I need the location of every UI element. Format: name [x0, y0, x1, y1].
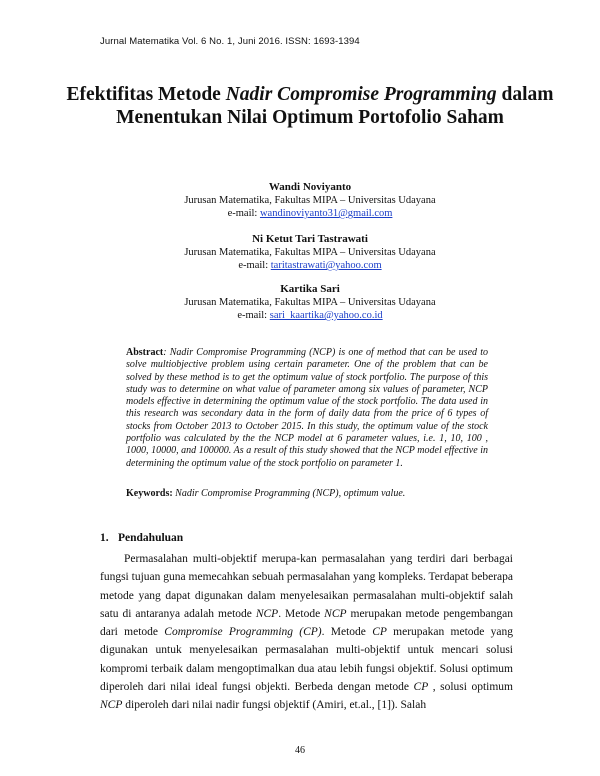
author-affiliation: Jurusan Matematika, Fakultas MIPA – Universitas Udayana [184, 297, 436, 308]
section-body [100, 550, 513, 715]
author-name: Kartika Sari [280, 283, 340, 295]
section-title: Pendahuluan [118, 532, 184, 544]
running-head: Jurnal Matematika Vol. 6 No. 1, Juni 2016. ISSN: 1693-1394 [100, 36, 360, 47]
keywords-text: Nadir Compromise Programming (NCP), optimum value. [172, 488, 406, 499]
author-name: Wandi Noviyanto [268, 181, 352, 193]
term-ncp: NCP [255, 607, 279, 620]
abstract-label: Abstract [126, 347, 164, 358]
author-affiliation: Jurusan Matematika, Fakultas MIPA – Universitas Udayana [184, 195, 436, 206]
author-affiliation: Jurusan Matematika, Fakultas MIPA – Universitas Udayana [184, 247, 436, 258]
author-email-line [60, 259, 560, 272]
email-label: e-mail: [227, 208, 260, 219]
abstract-text: : Nadir Compromise Programming (NCP) is one of method that can be used to solve multiobjective problem using certain parameter. One of the problem that can be solved by these method is to get the optimum value of stock portfolio. The purpose of this study was to determine on what value of parameter among six values of parameter, NCP models effective in determining the optimum value of the stock portfolio. The data used in this research was secondary data in the form of daily data from the price of 6 types of stocks from October 2013 to October 2015. In this study, the optimum value of the stock portfolio was calculated by the the NCP model at 6 parameter values, i.e. 1, 10, 100 , 1000, 10000, and 100000. As a result of this study showed that the NCP model effective in determining the optimum value of the stock portfolio on parameter 1. [126, 347, 488, 469]
term-ncp: NCP [324, 607, 347, 620]
keywords [126, 488, 488, 499]
page-number: 46 [295, 745, 305, 756]
author-email-link[interactable]: taritastrawati@yahoo.com [270, 260, 382, 271]
author-name: Ni Ketut Tari Tastrawati [252, 233, 368, 245]
keywords-label: Keywords: [126, 488, 173, 499]
term-cp: CP [413, 681, 429, 694]
term-cp-full: Compromise Programming (CP) [164, 626, 322, 639]
section-heading [100, 532, 183, 544]
email-label: e-mail: [237, 310, 270, 321]
abstract [126, 347, 488, 470]
title-part-1: Efektifitas Metode [66, 84, 226, 105]
author-email-link[interactable]: wandinoviyanto31@gmail.com [259, 208, 393, 219]
term-cp: CP [372, 626, 387, 639]
term-ncp: NCP [100, 699, 123, 712]
author-block-2 [60, 233, 560, 272]
author-block-1 [60, 181, 560, 220]
author-email-link[interactable]: sari_kaartika@yahoo.co.id [269, 310, 383, 321]
email-label: e-mail: [238, 260, 271, 271]
author-email-line [60, 207, 560, 220]
title-part-2: Nadir Compromise Programming [225, 84, 497, 105]
text-run: diperoleh dari nilai nadir fungsi objektif (Amiri, et.al., [1]). Salah [122, 699, 427, 712]
text-run: . Metode [278, 607, 325, 620]
section-number: 1. [100, 532, 109, 544]
text-run: merupakan metode pengembangan dari metode [100, 607, 513, 639]
author-email-line [60, 309, 560, 322]
paragraph [100, 550, 513, 715]
text-run: Permasalahan multi-objektif merupa-kan permasalahan yang terdiri dari berbagai fungsi tujuan guna memecahkan sebuah permasalahan yang kompleks. Terdapat beberapa metode yang dapat digunakan dalam menyelesaikan permasalahan multi-objektif salah satu di antaranya adalah metode [100, 553, 513, 620]
paper-title [60, 83, 560, 129]
title-part-3: dalam Menentukan Nilai Optimum Portofolio Saham [116, 84, 554, 128]
text-run: . Metode [321, 626, 373, 639]
text-run: merupakan metode yang digunakan untuk menyelesaikan permasalahan multi-objektif untuk mencari solusi kompromi terbaik dalam mengoptimalkan dua atau lebih fungsi objektif. Solusi optimum diperoleh dari nilai ideal fungsi objekti. Berbeda dengan metode [100, 626, 513, 694]
author-block-3 [60, 283, 560, 322]
text-run: , solusi optimum [428, 681, 514, 694]
